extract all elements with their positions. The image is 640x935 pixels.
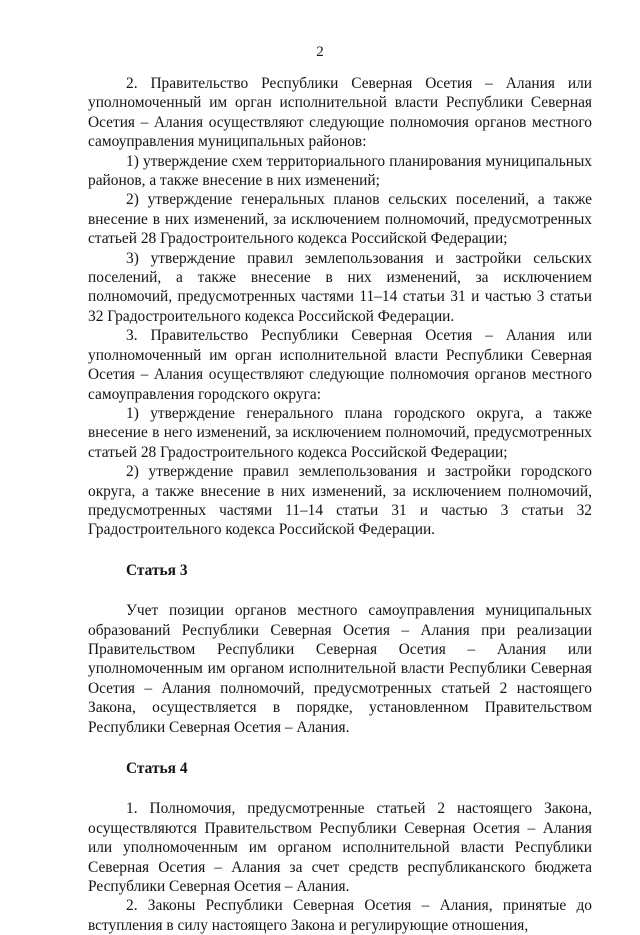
paragraph-article2-part2: 2. Правительство Республики Северная Осетия – Алания или уполномоченный им орган исполнительной власти Республики Северная Осетия – Алания осуществляют следующие полномочия органов местного самоуправления муниципальных районов: [88,75,592,151]
paragraph-item-2: 2) утверждение генеральных планов сельских поселений, а также внесение в них изменений, за исключением полномочий, предусмотренных статьей 28 Градостроительного кодекса Российской Федерации; [88,191,592,248]
paragraph-item-1: 1) утверждение схем территориального планирования муниципальных районов, а также внесение в них изменений; [88,152,592,190]
paragraph-item-1-city: 1) утверждение генерального плана городского округа, а также внесение в него изменений, за исключением полномочий, предусмотренных статьей 28 Градостроительного кодекса Российской Федерации; [88,404,592,461]
spacer [88,737,592,759]
document-body [88,74,592,935]
paragraph-item-3: 3) утверждение правил землепользования и застройки сельских поселений, а также внесение в них изменений, за исключением полномочий, предусмотренных частями 11–14 статьи 31 и частью 3 статьи 32 Градостроительного кодекса Российской Федерации. [88,249,592,325]
paragraph-article2-part3: 3. Правительство Республики Северная Осетия – Алания или уполномоченный им орган исполнительной власти Республики Северная Осетия – Алания осуществляют следующие полномочия органов местного самоуправления городского округа: [88,327,592,403]
paragraph-item-2-city: 2) утверждение правил землепользования и застройки городского округа, а также внесение в них изменений, за исключением полномочий, предусмотренных частями 11–14 статьи 31 и частью 3 статьи 32 Градостроительного кодекса Российской Федерации. [88,463,592,539]
page-number: 2 [316,44,324,60]
article-3-text: Учет позиции органов местного самоуправления муниципальных образований Республики Северная Осетия – Алания при реализации Правительством Республики Северная Осетия – Алания или уполномоченным им органом исполнительной власти Республики Северная Осетия – Алания полномочий, предусмотренных статьей 2 настоящего Закона, осуществляется в порядке, установленном Правительством Республики Северная Осетия – Алания. [88,602,592,736]
article-4-title: Статья 4 [126,760,188,777]
article-3-title: Статья 3 [126,561,188,579]
article-4-paragraph-1: 1. Полномочия, предусмотренные статьей 2 настоящего Закона, осуществляются Правительством Республики Северная Осетия – Алания или уполномоченным им органом исполнительной власти Республики Северная Осетия – Алания за счет средств республиканского бюджета Республики Северная Осетия – Алания. [88,800,592,896]
spacer [88,580,592,601]
article-4-paragraph-2: 2. Законы Республики Северная Осетия – Алания, принятые до вступления в силу настоящего Закона и регулирующие отношения, [88,897,592,934]
spacer [88,778,592,799]
spacer [88,540,592,561]
